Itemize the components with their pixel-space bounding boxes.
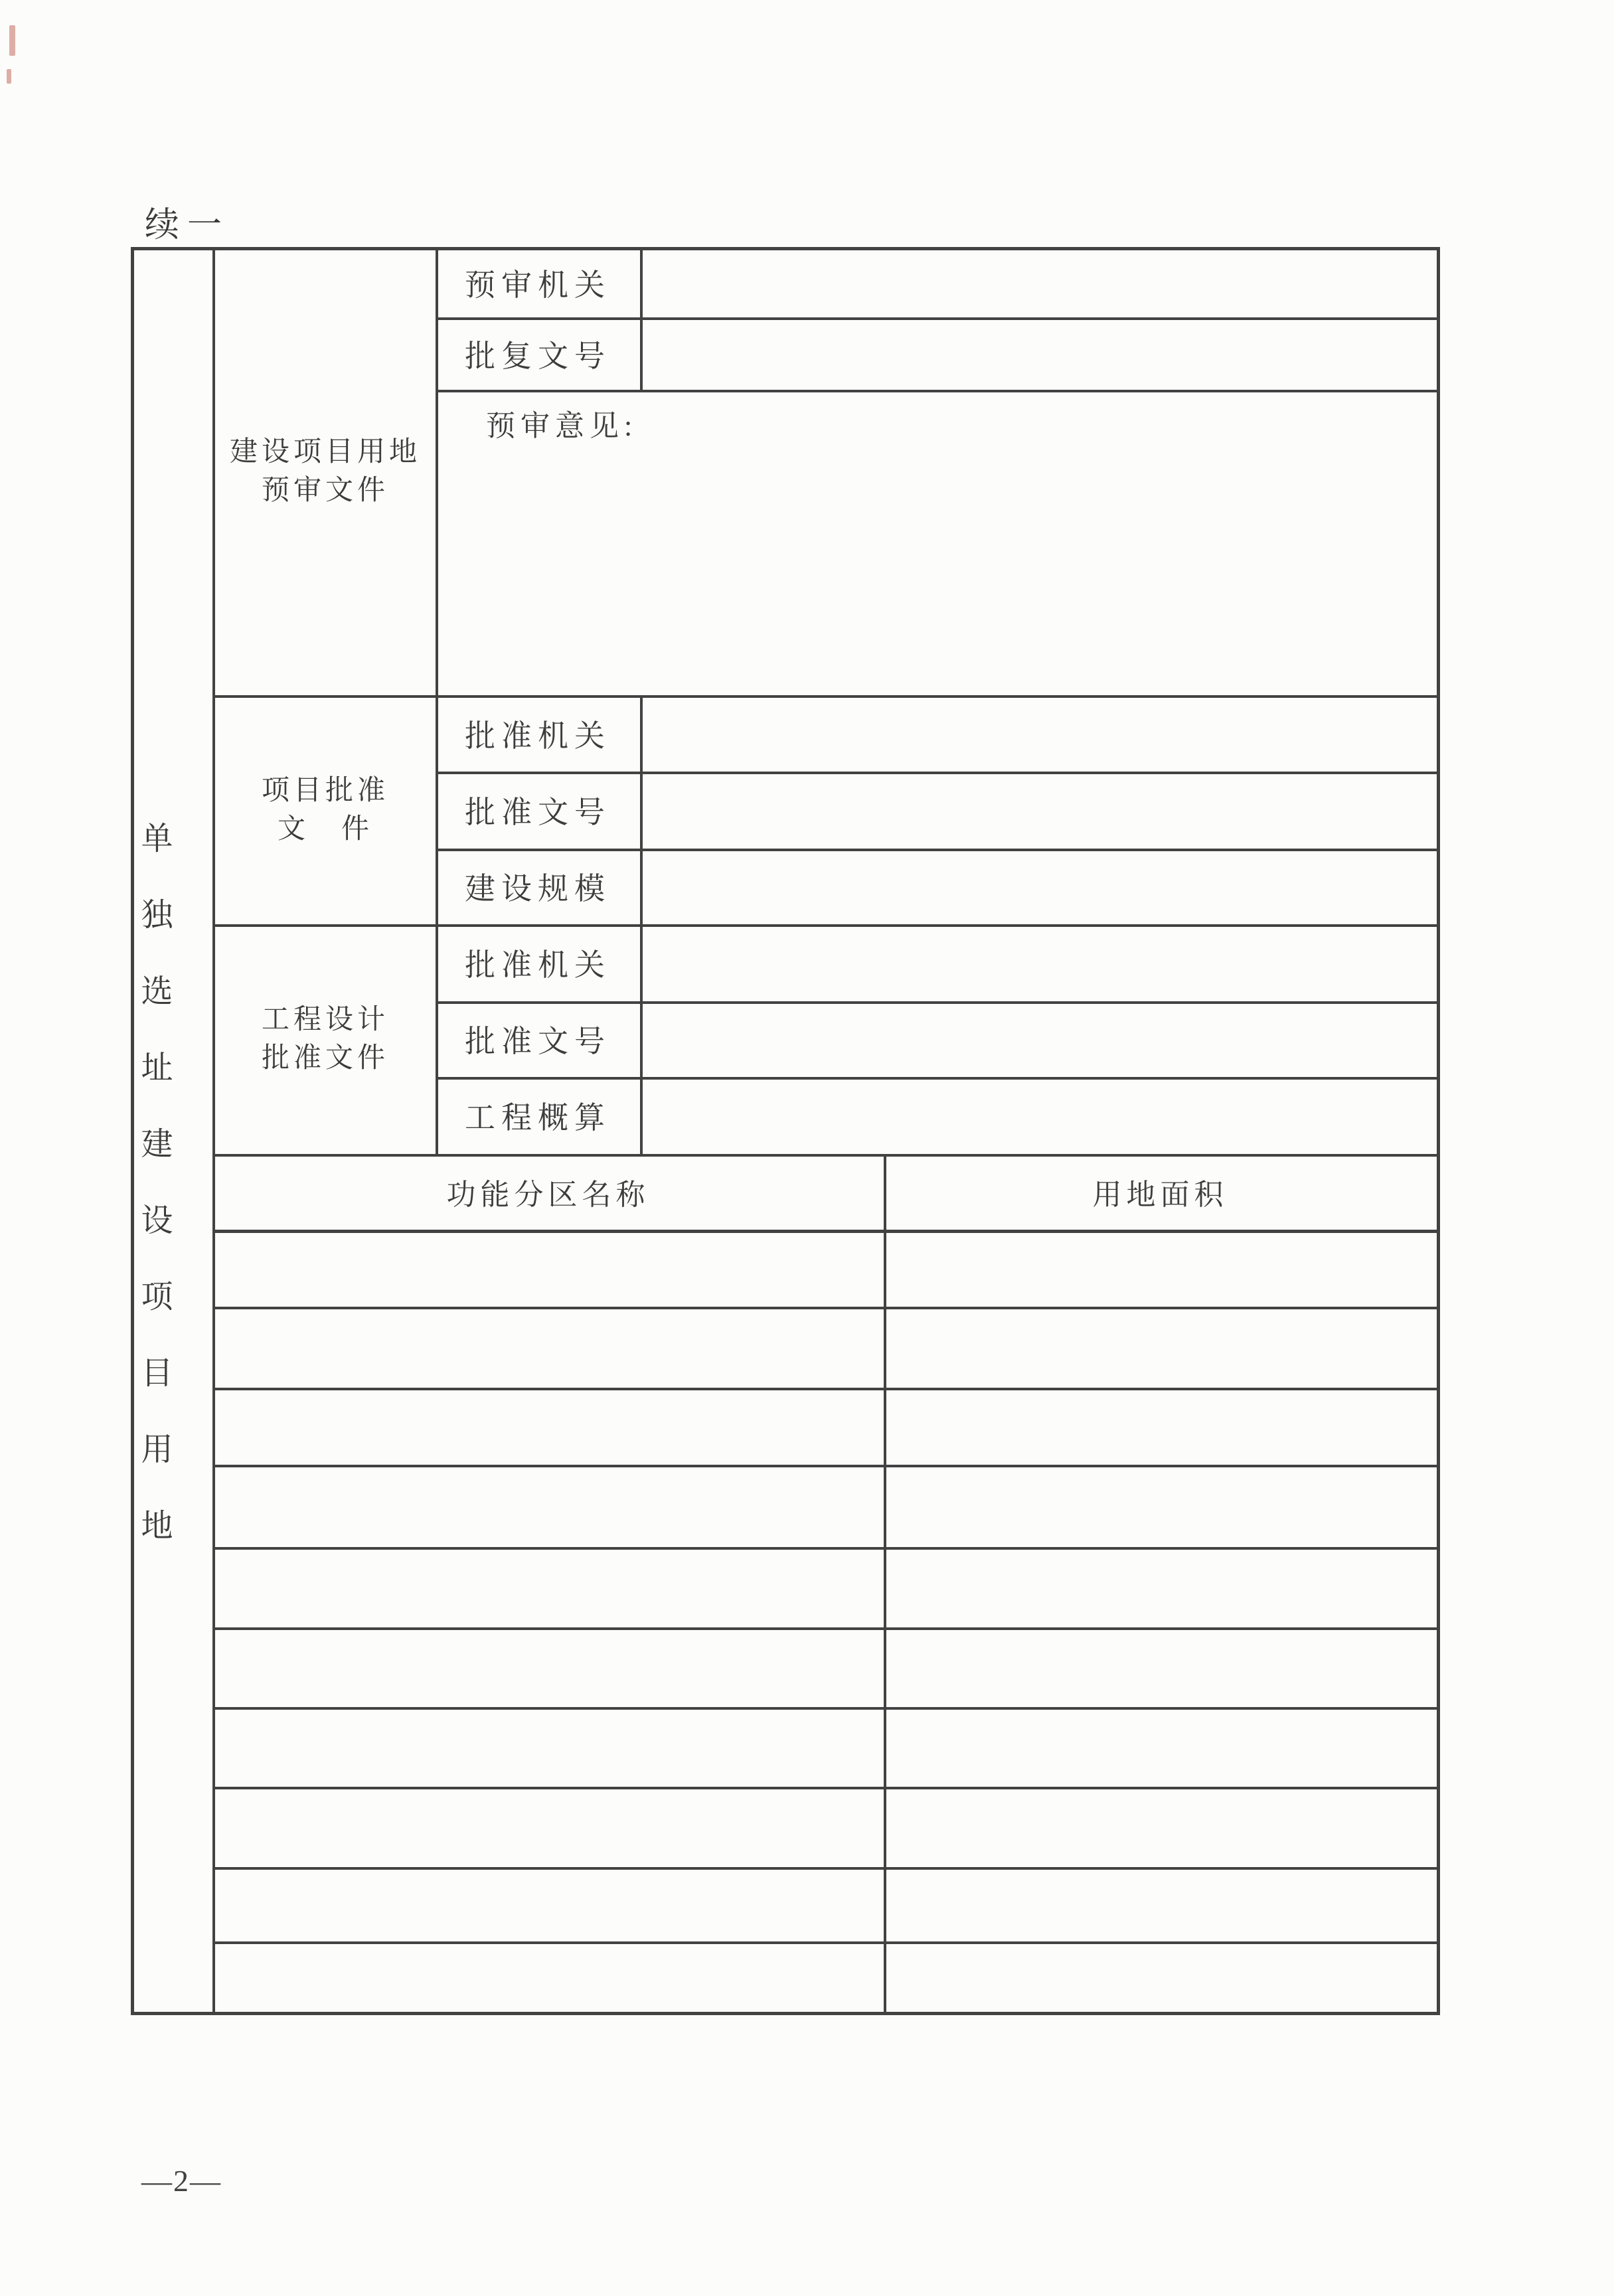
zone-area-cell-1 <box>886 1232 1434 1307</box>
project-approval-doc-no-value-cell <box>643 774 1434 846</box>
zone-area-cell-5 <box>886 1550 1434 1627</box>
zone-area-cell-4 <box>886 1467 1434 1547</box>
page-number: —2— <box>141 2164 222 2198</box>
pre-review-organ-value-cell <box>643 250 1434 315</box>
zone-area-cell-2 <box>886 1309 1434 1388</box>
zone-name-cell-9 <box>215 1870 881 1941</box>
zone-name-cell-4 <box>215 1467 881 1547</box>
design-approval-doc-no-value-cell <box>643 1004 1434 1074</box>
zone-area-cell-10 <box>886 1944 1434 2012</box>
zone-area-header: 用地面积 <box>1092 1179 1228 1211</box>
zone-area-cell-9 <box>886 1870 1434 1941</box>
design-approval-group-title-line2: 批准文件 <box>261 1043 389 1074</box>
zone-name-cell-3 <box>215 1390 881 1465</box>
zone-area-cell-3 <box>886 1390 1434 1465</box>
project-approval-doc-no-label: 批准文号 <box>465 795 611 829</box>
project-approval-organ-label: 批准机关 <box>465 718 611 753</box>
project-approval-group-title <box>215 698 436 922</box>
project-estimate-value-cell <box>643 1080 1434 1151</box>
design-approval-organ-value-cell <box>643 927 1434 999</box>
zone-area-cell-8 <box>886 1789 1434 1867</box>
table-border-bottom <box>131 2012 1440 2015</box>
design-approval-group-title-line1: 工程设计 <box>261 1005 389 1035</box>
zone-name-header: 功能分区名称 <box>446 1179 650 1211</box>
pre-review-group-title <box>215 250 436 693</box>
zone-name-cell-5 <box>215 1550 881 1627</box>
design-approval-doc-no-label: 批准文号 <box>465 1025 611 1058</box>
zone-area-cell-6 <box>886 1630 1434 1707</box>
design-approval-organ-label: 批准机关 <box>465 948 611 982</box>
pre-review-organ-label: 预审机关 <box>465 268 611 302</box>
project-approval-group-title-line2: 文 件 <box>277 813 373 845</box>
project-estimate-label: 工程概算 <box>465 1101 611 1135</box>
left-vertical-header: 单独选址建设项目用地 <box>136 821 171 1585</box>
pre-review-opinion-label: 预审意见: <box>486 410 638 442</box>
construction-scale-value-cell <box>643 851 1434 922</box>
pre-review-group-title-line2: 预审文件 <box>261 475 389 506</box>
continuation-label: 续一 <box>145 206 230 244</box>
zone-name-cell-1 <box>215 1232 881 1307</box>
pre-review-group-title-line1: 建设项目用地 <box>229 437 421 467</box>
reply-doc-no-value-cell <box>643 320 1434 387</box>
zone-name-cell-8 <box>215 1789 881 1867</box>
project-approval-organ-value-cell <box>643 698 1434 769</box>
scan-artifact <box>7 69 11 84</box>
zone-name-cell-7 <box>215 1710 881 1787</box>
project-approval-group-title-line1: 项目批准 <box>261 775 389 806</box>
zone-area-cell-7 <box>886 1710 1434 1787</box>
pre-review-opinion-cell <box>438 392 1437 693</box>
table-border-right <box>1437 247 1440 2015</box>
scan-artifact <box>9 25 15 56</box>
zone-name-cell-2 <box>215 1309 881 1388</box>
design-approval-group-title <box>215 927 436 1151</box>
zone-name-cell-10 <box>215 1944 881 2012</box>
construction-scale-label: 建设规模 <box>465 872 611 906</box>
zone-name-cell-6 <box>215 1630 881 1707</box>
reply-doc-no-label: 批复文号 <box>465 339 611 373</box>
